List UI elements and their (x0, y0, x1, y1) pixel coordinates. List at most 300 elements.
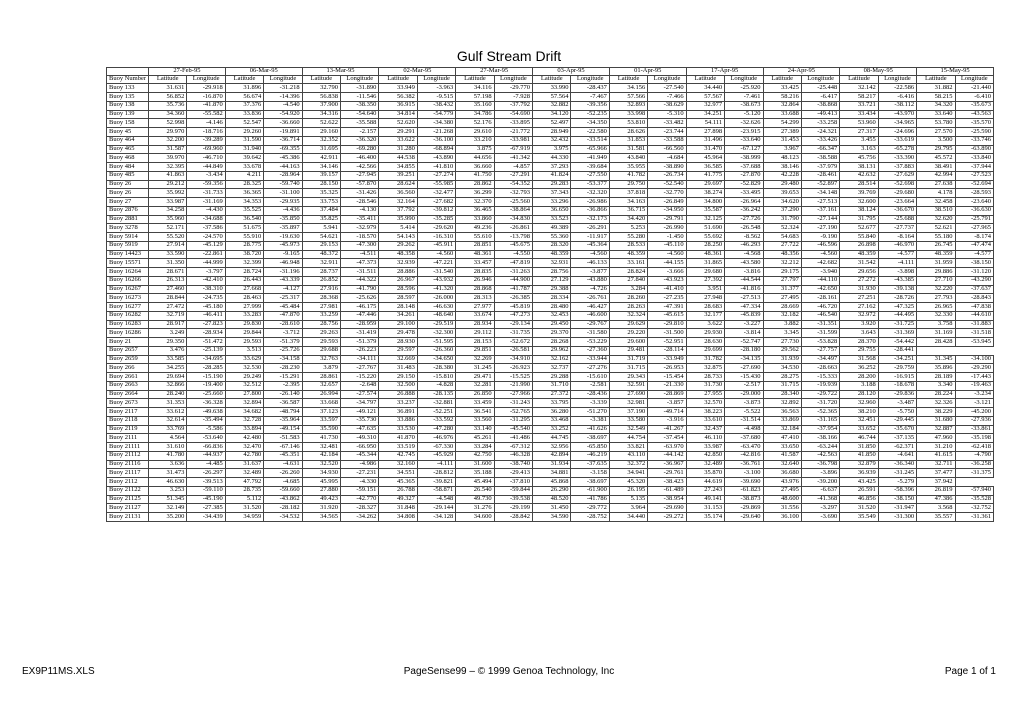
latitude-cell: 31.568 (840, 355, 878, 364)
latitude-cell: 31.587 (149, 145, 187, 154)
longitude-cell: -34.439 (187, 513, 225, 522)
longitude-cell: -49.310 (341, 434, 379, 443)
latitude-cell: 34.530 (763, 364, 801, 373)
longitude-cell: -4.127 (264, 285, 302, 294)
longitude-cell: -5.310 (648, 110, 686, 119)
longitude-cell: -27.936 (955, 416, 993, 425)
table-row (107, 320, 994, 329)
latitude-cell: 47.960 (917, 434, 955, 443)
latitude-cell: 32.894 (225, 399, 263, 408)
latitude-cell: 32.512 (225, 381, 263, 390)
latitude-cell: 45.320 (609, 478, 647, 487)
buoy-name-cell: Buoy 14423 (107, 250, 149, 259)
buoy-name-cell: Buoy 2673 (107, 399, 149, 408)
longitude-cell: -21.330 (648, 381, 686, 390)
longitude-cell: -31.245 (878, 469, 916, 478)
longitude-cell: -47.474 (955, 241, 993, 250)
longitude-cell: -31.514 (725, 416, 763, 425)
longitude-cell: -16.915 (878, 373, 916, 382)
latitude-cell: 28.153 (456, 338, 494, 347)
table-body (107, 84, 994, 522)
longitude-cell: -47.838 (955, 303, 993, 312)
latitude-cell: 31.483 (379, 364, 417, 373)
longitude-cell: -28.327 (341, 504, 379, 513)
latitude-cell: 3.249 (149, 329, 187, 338)
latitude-cell: 26.290 (533, 486, 571, 495)
latitude-cell: 27.840 (609, 276, 647, 285)
latitude-cell: 36.939 (840, 469, 878, 478)
latitude-header: Latitude (302, 75, 340, 84)
longitude-cell: -28.285 (187, 364, 225, 373)
latitude-cell: 31.377 (763, 285, 801, 294)
longitude-cell: -54.442 (878, 338, 916, 347)
longitude-cell: -37.883 (878, 163, 916, 172)
longitude-cell: -35.411 (341, 215, 379, 224)
longitude-cell: -4.540 (264, 101, 302, 110)
longitude-cell: -53.377 (571, 180, 609, 189)
longitude-cell: -33.495 (725, 189, 763, 198)
latitude-cell: 29.656 (840, 268, 878, 277)
latitude-cell: 36.465 (456, 206, 494, 215)
longitude-cell: -29.836 (878, 390, 916, 399)
longitude-cell: -34.100 (955, 355, 993, 364)
latitude-cell: 36.660 (456, 163, 494, 172)
latitude-cell: 38.210 (840, 408, 878, 417)
latitude-cell: 5.253 (609, 224, 647, 233)
latitude-cell: 28.533 (609, 241, 647, 250)
longitude-cell: -39.690 (725, 478, 763, 487)
longitude-cell: -27.385 (187, 504, 225, 513)
latitude-cell: 29.610 (456, 128, 494, 137)
latitude-cell: 55.840 (840, 233, 878, 242)
longitude-cell: -44.163 (264, 163, 302, 172)
latitude-cell: 36.365 (225, 189, 263, 198)
longitude-cell: -28.869 (648, 390, 686, 399)
longitude-cell: -45.675 (494, 241, 532, 250)
latitude-cell: 32.600 (840, 198, 878, 207)
longitude-cell: -38.423 (648, 478, 686, 487)
latitude-cell: 28.463 (225, 294, 263, 303)
longitude-cell: -27.965 (955, 224, 993, 233)
latitude-cell: 58.215 (917, 93, 955, 102)
buoy-name-cell: Buoy 16283 (107, 320, 149, 329)
longitude-cell: -62.371 (878, 443, 916, 452)
latitude-cell: 37.477 (917, 469, 955, 478)
footer-filename: EX9P11MS.XLS (22, 666, 95, 677)
longitude-cell: -44.110 (801, 276, 839, 285)
latitude-cell: 37.290 (763, 206, 801, 215)
longitude-cell: -43.290 (955, 276, 993, 285)
longitude-cell: -47.446 (341, 311, 379, 320)
longitude-cell: -4.641 (878, 451, 916, 460)
longitude-cell: -41.949 (571, 154, 609, 163)
buoy-name-cell: Buoy 16264 (107, 268, 149, 277)
latitude-cell: 28.917 (149, 320, 187, 329)
longitude-cell: -6.637 (801, 486, 839, 495)
table-row (107, 486, 994, 495)
latitude-cell: 35.736 (149, 101, 187, 110)
longitude-cell: -54.920 (264, 110, 302, 119)
longitude-cell: -48.640 (417, 311, 455, 320)
longitude-cell: -34.910 (494, 355, 532, 364)
longitude-cell: -6.410 (955, 93, 993, 102)
longitude-cell: -15.220 (341, 373, 379, 382)
latitude-cell: 39.653 (763, 189, 801, 198)
longitude-cell: -47.870 (264, 311, 302, 320)
longitude-cell: -29.935 (264, 198, 302, 207)
latitude-cell: 31.695 (302, 145, 340, 154)
latitude-cell: 33.252 (533, 425, 571, 434)
latitude-cell: 41.870 (379, 434, 417, 443)
longitude-cell: -33.514 (571, 136, 609, 145)
longitude-cell: -46.970 (878, 241, 916, 250)
longitude-header: Longitude (725, 75, 763, 84)
longitude-cell: -29.620 (417, 224, 455, 233)
longitude-cell: -3.857 (648, 399, 686, 408)
latitude-cell: 33.161 (609, 259, 647, 268)
longitude-cell: -37.161 (801, 206, 839, 215)
latitude-cell: 32.911 (302, 259, 340, 268)
latitude-cell: 37.818 (609, 189, 647, 198)
longitude-cell: -31.218 (264, 84, 302, 93)
latitude-cell: 36.560 (379, 189, 417, 198)
longitude-cell: -31.511 (341, 268, 379, 277)
latitude-cell: 27.129 (533, 276, 571, 285)
latitude-cell: 57.564 (533, 93, 571, 102)
longitude-cell: -46.427 (571, 303, 609, 312)
latitude-cell: 43.976 (763, 478, 801, 487)
longitude-cell: -27.767 (341, 364, 379, 373)
longitude-cell: -4.631 (264, 460, 302, 469)
latitude-cell: 28.683 (686, 303, 724, 312)
latitude-cell: 37.942 (917, 478, 955, 487)
latitude-cell: 33.597 (302, 416, 340, 425)
longitude-cell: -45.839 (725, 311, 763, 320)
latitude-cell: 29.350 (149, 338, 187, 347)
latitude-cell: 42.184 (302, 451, 340, 460)
buoy-name-cell: Buoy 2657 (107, 346, 149, 355)
latitude-cell: 31.882 (917, 84, 955, 93)
latitude-cell: 34.786 (456, 110, 494, 119)
table-row (107, 250, 994, 259)
longitude-cell: -35.964 (264, 416, 302, 425)
latitude-cell: 4.178 (917, 189, 955, 198)
latitude-cell: 32.956 (533, 443, 571, 452)
buoy-name-cell: Buoy 16282 (107, 311, 149, 320)
latitude-cell: 28.733 (686, 373, 724, 382)
latitude-cell: 28.669 (763, 303, 801, 312)
latitude-cell: 28.671 (149, 268, 187, 277)
latitude-cell: 48.361 (456, 250, 494, 259)
latitude-cell: 32.399 (225, 259, 263, 268)
latitude-cell: 33.894 (225, 425, 263, 434)
longitude-cell: -46.175 (341, 303, 379, 312)
buoy-name-cell: Buoy 26 (107, 180, 149, 189)
longitude-cell: -19.939 (801, 381, 839, 390)
longitude-cell: -43.563 (955, 110, 993, 119)
longitude-cell: -31.169 (187, 198, 225, 207)
longitude-cell: -11.546 (341, 93, 379, 102)
longitude-cell: -33.746 (955, 136, 993, 145)
date-header: 03-Apr-95 (533, 68, 610, 76)
longitude-cell: -32.793 (494, 189, 532, 198)
latitude-header: Latitude (686, 75, 724, 84)
latitude-cell: 32.395 (149, 163, 187, 172)
longitude-cell: -31.263 (494, 268, 532, 277)
latitude-cell: 29.112 (456, 329, 494, 338)
longitude-cell: -45.819 (494, 303, 532, 312)
latitude-cell: 32.614 (149, 416, 187, 425)
longitude-cell: -4.330 (341, 478, 379, 487)
latitude-cell: 28.862 (456, 180, 494, 189)
longitude-cell: -68.894 (417, 145, 455, 154)
longitude-cell: -58.871 (417, 486, 455, 495)
longitude-cell: -27.629 (878, 171, 916, 180)
longitude-cell: -26.734 (648, 171, 686, 180)
latitude-cell: 3.967 (763, 145, 801, 154)
longitude-cell: -41.786 (571, 495, 609, 504)
longitude-cell: -39.684 (571, 163, 609, 172)
column-header-row (107, 75, 994, 84)
longitude-cell: -17.443 (955, 373, 993, 382)
longitude-cell: -28.752 (571, 513, 609, 522)
longitude-cell: -46.328 (494, 451, 532, 460)
latitude-cell: 38.274 (686, 189, 724, 198)
longitude-cell: -25.688 (878, 215, 916, 224)
latitude-cell: 55.610 (456, 233, 494, 242)
longitude-cell: -29.690 (648, 504, 686, 513)
latitude-cell: 29.150 (379, 373, 417, 382)
longitude-cell: -39.356 (571, 101, 609, 110)
latitude-cell: 55.180 (917, 233, 955, 242)
latitude-cell: 32.372 (609, 460, 647, 469)
longitude-cell: -44.610 (955, 311, 993, 320)
latitude-cell: 32.669 (379, 355, 417, 364)
latitude-cell: 32.451 (840, 416, 878, 425)
latitude-cell: 28.868 (456, 285, 494, 294)
latitude-cell: 35.587 (686, 206, 724, 215)
latitude-cell: 33.468 (533, 416, 571, 425)
longitude-cell: -22.580 (571, 128, 609, 137)
latitude-cell: 32.352 (302, 136, 340, 145)
date-header: 01-Apr-95 (609, 68, 686, 76)
longitude-cell: -67.330 (417, 443, 455, 452)
longitude-cell: -36.320 (341, 136, 379, 145)
buoy-name-cell: Buoy 2663 (107, 381, 149, 390)
longitude-cell: -7.467 (571, 93, 609, 102)
longitude-cell: -32.300 (417, 329, 455, 338)
longitude-cell: -27.870 (725, 171, 763, 180)
latitude-cell: 34.881 (533, 469, 571, 478)
latitude-cell: 34.261 (379, 311, 417, 320)
latitude-cell: 32.330 (917, 311, 955, 320)
longitude-cell: -41.810 (417, 163, 455, 172)
latitude-cell: 54.143 (379, 233, 417, 242)
longitude-cell: -26.360 (417, 346, 455, 355)
longitude-cell: -35.730 (341, 416, 379, 425)
latitude-cell: 26.852 (302, 276, 340, 285)
latitude-cell: 34.316 (302, 110, 340, 119)
buoy-name-cell: Buoy 21112 (107, 451, 149, 460)
longitude-cell: -41.787 (494, 285, 532, 294)
longitude-cell: -9.165 (264, 250, 302, 259)
longitude-cell: -46.400 (341, 154, 379, 163)
latitude-cell: 52.324 (763, 224, 801, 233)
longitude-cell: -32.626 (725, 119, 763, 128)
longitude-cell: -23.664 (878, 198, 916, 207)
latitude-cell: 3.455 (840, 136, 878, 145)
latitude-cell: 33.459 (456, 399, 494, 408)
latitude-cell: 3.622 (686, 320, 724, 329)
latitude-cell: 34.959 (225, 513, 263, 522)
longitude-cell: -46.630 (417, 303, 455, 312)
latitude-cell: 39.251 (379, 171, 417, 180)
latitude-cell: 32.269 (456, 355, 494, 364)
latitude-cell: 29.370 (533, 329, 571, 338)
latitude-cell: 34.682 (225, 408, 263, 417)
longitude-cell: -31.883 (955, 320, 993, 329)
latitude-cell: 28.775 (225, 241, 263, 250)
latitude-cell: 29.478 (379, 329, 417, 338)
latitude-cell: 28.260 (609, 294, 647, 303)
longitude-cell: -27.360 (571, 346, 609, 355)
buoy-name-cell: Buoy 133 (107, 84, 149, 93)
longitude-cell: -44.900 (494, 276, 532, 285)
longitude-cell: -35.285 (417, 215, 455, 224)
latitude-cell: 38.223 (686, 408, 724, 417)
longitude-cell: -45.180 (187, 303, 225, 312)
table-row (107, 259, 994, 268)
latitude-cell: 39.157 (302, 171, 340, 180)
longitude-cell: -15.430 (725, 373, 763, 382)
latitude-cell: 37.293 (533, 163, 571, 172)
longitude-cell: -24.696 (878, 128, 916, 137)
latitude-header: Latitude (763, 75, 801, 84)
latitude-header: Latitude (149, 75, 187, 84)
latitude-cell: 31.556 (763, 504, 801, 513)
longitude-cell: -34.350 (571, 119, 609, 128)
longitude-cell: -34.965 (878, 119, 916, 128)
longitude-cell: -44.322 (341, 276, 379, 285)
latitude-cell: 3.340 (917, 381, 955, 390)
latitude-cell: 32.481 (302, 443, 340, 452)
longitude-cell: -27.823 (187, 320, 225, 329)
latitude-cell: 26.850 (456, 390, 494, 399)
buoy-name-cell: Buoy 15571 (107, 259, 149, 268)
latitude-cell: 33.836 (225, 110, 263, 119)
latitude-cell: 56.382 (379, 93, 417, 102)
longitude-cell: -26.140 (264, 390, 302, 399)
longitude-cell: -4.726 (571, 285, 609, 294)
longitude-cell: -4.498 (725, 425, 763, 434)
longitude-cell: -49.121 (341, 408, 379, 417)
latitude-cell: 28.756 (533, 268, 571, 277)
latitude-cell: 33.860 (456, 215, 494, 224)
longitude-cell: -36.761 (725, 460, 763, 469)
longitude-cell: -31.196 (264, 268, 302, 277)
longitude-cell: -27.235 (648, 294, 686, 303)
latitude-cell: 28.597 (379, 294, 417, 303)
longitude-cell: -38.112 (878, 101, 916, 110)
longitude-cell: -59.110 (187, 486, 225, 495)
longitude-cell: -21.772 (494, 128, 532, 137)
latitude-cell: 26.888 (379, 390, 417, 399)
longitude-cell: -47.280 (417, 425, 455, 434)
latitude-cell: 34.120 (533, 110, 571, 119)
latitude-cell: 31.848 (379, 504, 417, 513)
longitude-cell: -36.866 (571, 206, 609, 215)
buoy-name-cell: Buoy 138 (107, 101, 149, 110)
longitude-cell: -26.223 (341, 346, 379, 355)
longitude-cell: -28.964 (264, 171, 302, 180)
longitude-cell: -31.518 (955, 329, 993, 338)
longitude-cell: -43.880 (571, 276, 609, 285)
longitude-cell: -33.426 (801, 136, 839, 145)
latitude-cell: 29.600 (609, 338, 647, 347)
latitude-cell: 55.360 (533, 233, 571, 242)
buoy-name-cell: Buoy 158 (107, 119, 149, 128)
latitude-cell: 29.160 (302, 128, 340, 137)
longitude-cell: -43.862 (264, 495, 302, 504)
longitude-cell: -63.890 (955, 145, 993, 154)
latitude-cell: 37.900 (302, 101, 340, 110)
buoy-name-cell: Buoy 2118 (107, 416, 149, 425)
longitude-cell: -3.297 (801, 504, 839, 513)
latitude-cell: 28.428 (917, 338, 955, 347)
longitude-cell: -59.151 (341, 486, 379, 495)
latitude-cell: 27.243 (686, 486, 724, 495)
longitude-cell: -38.864 (494, 206, 532, 215)
latitude-cell: 32.281 (456, 381, 494, 390)
longitude-cell: -29.640 (725, 513, 763, 522)
latitude-cell: 34.156 (609, 84, 647, 93)
longitude-cell: -28.593 (955, 189, 993, 198)
table-row (107, 163, 994, 172)
longitude-cell: -15.333 (801, 373, 839, 382)
latitude-cell: 27.638 (917, 180, 955, 189)
latitude-cell: 5.135 (609, 495, 647, 504)
latitude-cell: 27.793 (917, 294, 955, 303)
latitude-cell: 34.360 (149, 110, 187, 119)
latitude-cell: 33.769 (149, 425, 187, 434)
longitude-cell: -29.144 (417, 504, 455, 513)
longitude-cell: -44.999 (187, 259, 225, 268)
longitude-cell: -18.716 (187, 128, 225, 137)
latitude-cell: 27.392 (686, 276, 724, 285)
longitude-cell: -2.157 (341, 128, 379, 137)
longitude-cell: -27.682 (417, 198, 455, 207)
longitude-cell: -29.759 (878, 364, 916, 373)
latitude-cell: 35.960 (149, 215, 187, 224)
latitude-cell: 32.640 (763, 460, 801, 469)
latitude-cell: 52.497 (533, 119, 571, 128)
latitude-cell: 27.372 (533, 390, 571, 399)
longitude-cell: -31.725 (878, 320, 916, 329)
latitude-cell: 3.253 (149, 486, 187, 495)
latitude-cell: 44.619 (686, 478, 724, 487)
latitude-cell: 26.195 (609, 486, 647, 495)
latitude-cell: 27.570 (917, 128, 955, 137)
latitude-cell: 34.320 (917, 101, 955, 110)
longitude-cell: -26.548 (725, 224, 763, 233)
longitude-cell: -52.829 (725, 180, 763, 189)
longitude-cell: -29.810 (648, 320, 686, 329)
latitude-cell: 32.875 (686, 364, 724, 373)
buoy-name-cell: Buoy 2664 (107, 390, 149, 399)
latitude-cell: 52.171 (149, 224, 187, 233)
table-row (107, 189, 994, 198)
longitude-cell: -18.678 (878, 381, 916, 390)
